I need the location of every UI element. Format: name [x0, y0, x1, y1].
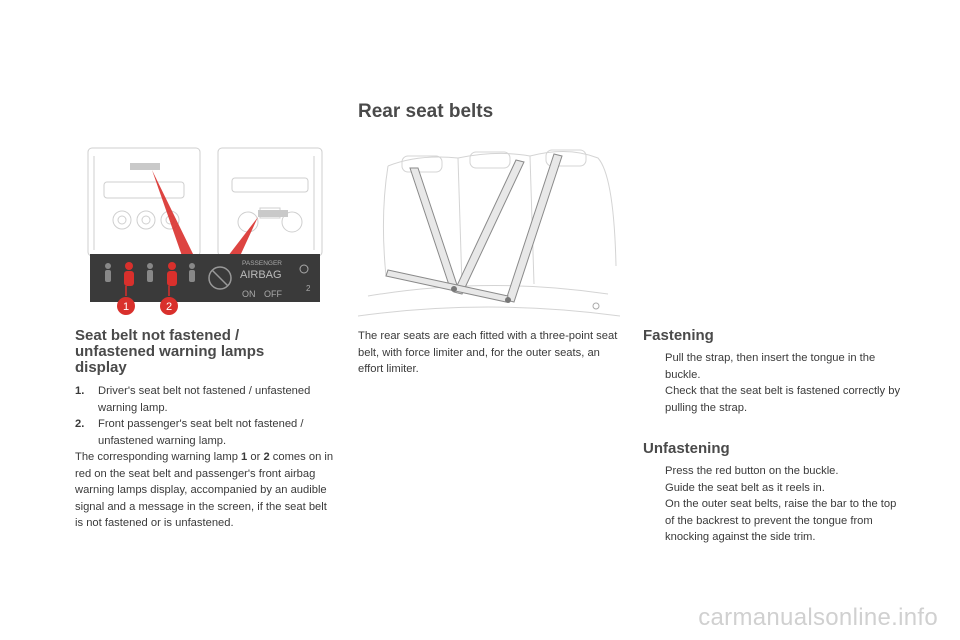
warning-lamps-list: [75, 383, 337, 532]
fastening-heading: Fastening: [643, 327, 714, 344]
bullet-text: On the outer seat belts, raise the bar to the top of the backrest to prevent the tongue from knocking against the side trim.: [665, 498, 897, 543]
para-lamp-1: 1: [241, 451, 248, 463]
para-lamp-2: 2: [263, 451, 270, 463]
page-title: Rear seat belts: [358, 101, 494, 122]
panel-passenger-label: PASSENGER: [242, 260, 282, 267]
list-item: [75, 383, 337, 416]
dashboard-illustration: [74, 146, 330, 321]
item-number: 2.: [75, 418, 85, 430]
panel-count-label: 2: [306, 284, 311, 293]
heading-line-3: display: [75, 359, 127, 376]
rear-seats-paragraph: The rear seats are each fitted with a three-point seat belt, with force limiter and, for the outer seats, an effort limiter.: [358, 330, 618, 375]
bullet-text: Guide the seat belt as it reels in.: [665, 481, 825, 494]
bullet-text: Press the red button on the buckle.: [665, 465, 839, 477]
list-item: [643, 463, 905, 480]
callout-1: 1: [122, 301, 130, 313]
list-item: [643, 496, 905, 546]
watermark: carmanualsonline.info: [698, 604, 938, 631]
item-number: 1.: [75, 385, 85, 397]
unfastening-list: [643, 463, 905, 546]
callout-2: 2: [165, 301, 173, 313]
para-text: or: [247, 451, 264, 463]
heading-line-2: unfastened warning lamps: [75, 343, 265, 360]
list-item: [643, 350, 905, 383]
bullet-text: Check that the seat belt is fastened correctly by pulling the strap.: [665, 385, 901, 414]
item-text: Front passenger's seat belt not fastened / unfastened warning lamp.: [98, 418, 304, 447]
list-item: [643, 383, 905, 416]
para-text: comes on in red on the seat belt and passenger's front airbag warning lamps display, accompanied by an audible signal and a message in the screen, if the seat belt is not fastened or is unfastened.: [75, 451, 334, 529]
bullet-text: Pull the strap, then insert the tongue in the buckle.: [665, 352, 876, 381]
item-text: Driver's seat belt not fastened / unfastened warning lamp.: [98, 385, 311, 414]
list-item: [643, 480, 905, 497]
panel-airbag-label: AIRBAG: [240, 269, 282, 281]
heading-line-1: Seat belt not fastened /: [75, 327, 240, 344]
warning-paragraph: [75, 449, 337, 532]
para-text: The corresponding warning lamp: [75, 451, 242, 463]
panel-off-label: OFF: [264, 289, 282, 299]
warning-lamps-figure: [74, 146, 330, 321]
list-item: [75, 416, 337, 449]
rear-seat-belts-figure: [358, 146, 620, 321]
fastening-list: [643, 350, 905, 416]
panel-on-label: ON: [242, 289, 256, 299]
warning-lamps-heading: [75, 328, 335, 376]
unfastening-heading: Unfastening: [643, 440, 730, 457]
rear-seat-illustration: [358, 146, 620, 321]
